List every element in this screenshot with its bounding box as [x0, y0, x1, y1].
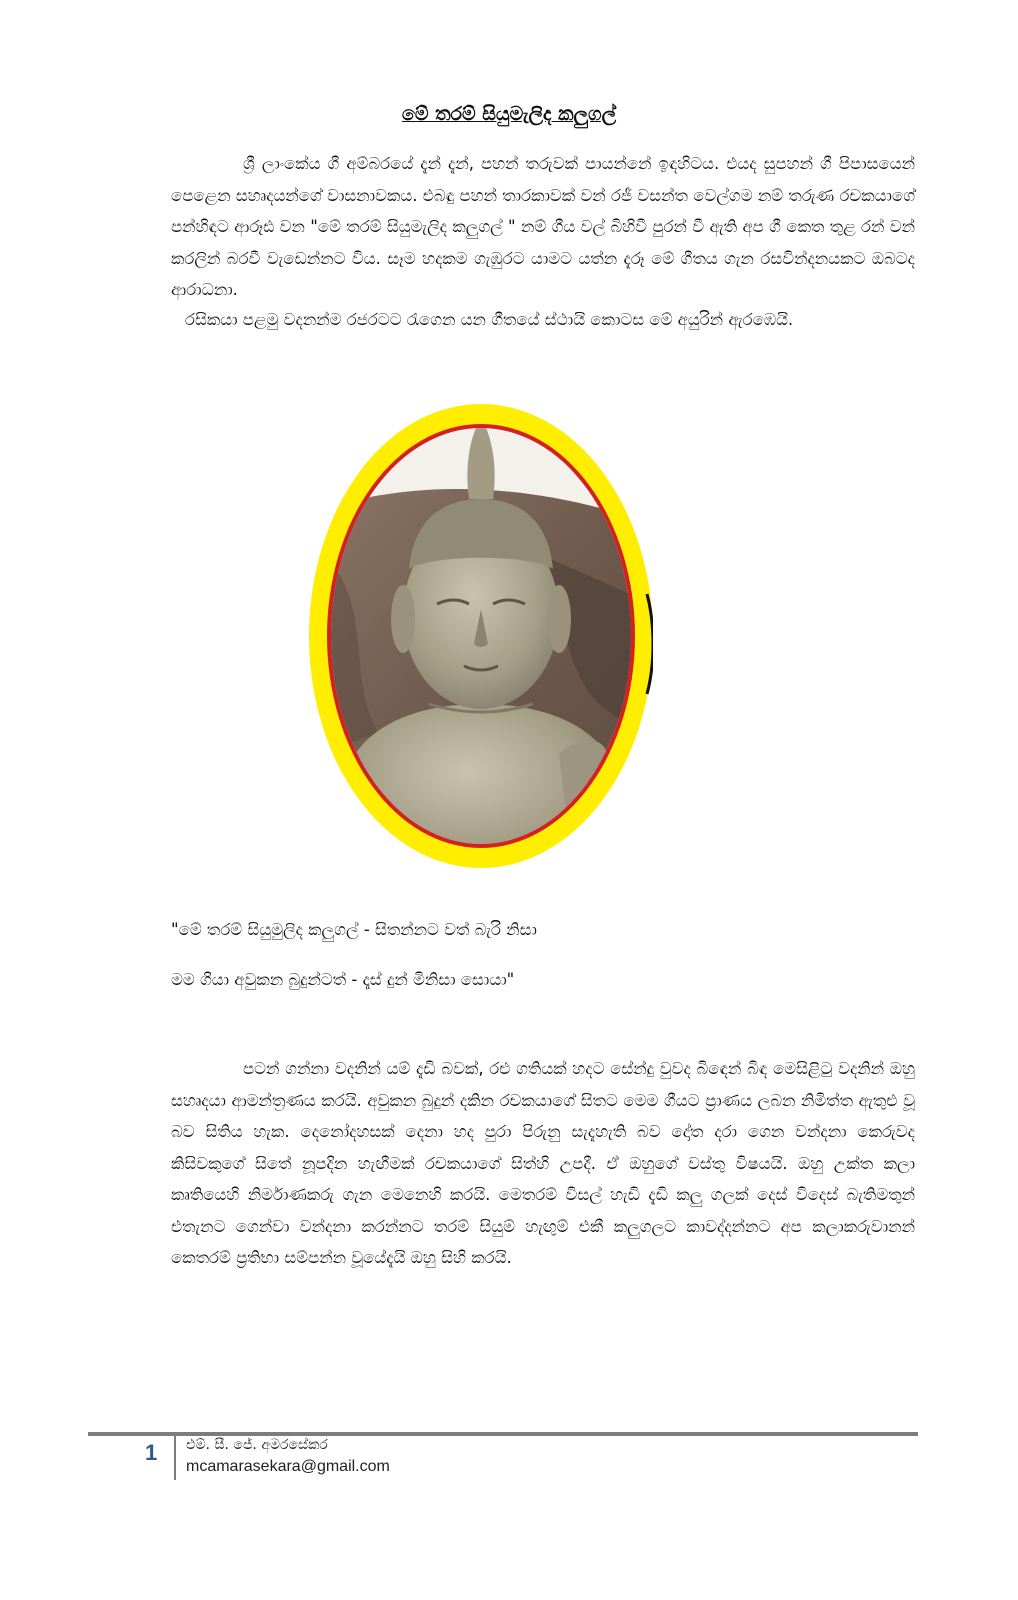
footer-vertical-divider — [174, 1436, 176, 1480]
footer-author: එම්. සී. ජේ. අමරසේකර — [186, 1437, 328, 1453]
footer-divider — [88, 1432, 918, 1436]
paragraph-intro: ශ්‍රී ලාංකේය ගී අම්බරයේ දැන් දැන්, පහන් තරුවක් පායන්නේ ඉඳහිටය. එයද සුපහන් ගී පිපාසයෙන් පෙළෙන සහෘදයන්ගේ වාසනාවකය. එබඳු පහන් තාරකාවක් වන් රජී වසන්ත වෙල්ගම නම් තරුණ රචකයාගේ පන්හිඳට ආරූඪ වන "මේ තරම් සියුමැලිද කලුගල් " නම් ගීය වල් බිහිවී පුරන් වී ඇති අප ගී කෙත තුළ රන් වන් කරලින් බරවී වැඩෙන්නට විය. සෑම හදකම ගැඹුරට යාමට යත්න දැරූ මේ ගීතය ගැන රසවින්දනයකට ඔබටද ආරාධනා. — [171, 154, 915, 299]
verse-line-2: මම ගියා අවුකන බුදුන්ටත් - දෑස් දුන් මිනිසා සොයා" — [171, 970, 515, 989]
page-title: මේ තරම් සියුමැලිද කලුගල් — [401, 103, 617, 125]
paragraph-lead-in: රසිකයා පළමු වදනන්ම රජරටට රැගෙන යන ගීතයේ ස්ථායි කොටස මේ අයුරින් ඇරඹෙයි. — [185, 310, 794, 329]
verse-line-1: "මේ තරම් සියුමුලිද කලුගල් - සිතන්නට වත් බැරි නිසා — [171, 920, 537, 939]
oval-frame — [309, 404, 653, 873]
page-number: 1 — [145, 1440, 158, 1465]
buddha-statue-image — [309, 404, 653, 873]
footer-email: mcamarasekara@gmail.com — [186, 1458, 390, 1475]
paragraph-analysis: පටන් ගන්නා වදනින් යම් දැඩි බවක්, රළු ගතියක් හදට සේන්දු වුවද බිඳෙන් බිඳ මෙසිළිටු වදනින් ඔහු සහෘදයා ආමන්ත්‍රණය කරයි. අවුකන බුදුන් දකින රචකයාගේ සිතට මෙම ගීයට ප්‍රාණය ලබන නිමිත්ත ඇතුළු වූ බව සිතිය හැක. දෙනෝදහසක් දෙනා හද පුරා පිරුනු සැදැහැති බව දෝත දරා ගෙන වන්දනා කෙරුවද කිසිවකුගේ සිතේ නූපදින හැඟීමක් රචකයාගේ සිත්හි උපදී. ඒ ඔහුගේ වස්තු විෂයයි. ඔහු උක්ත කලා කෘතියෙහි නිර්මාණකරු ගැන මෙනෙහි කරයි. මෙතරම් විසල් හැඩි දැඩි කලු ගලක් දෙස් විදෙස් බැතිමතුන් එතැනට ගෙන්වා වන්දනා කරන්නට තරම් සියුම් හැඟුම් එකී කලුගලට කාවද්දන්නට අප කලාකරුවානන් කෙතරම් ප්‍රතිභා සම්පන්න වූයේදැයි ඔහු සිහි කරයි. — [171, 1059, 915, 1267]
